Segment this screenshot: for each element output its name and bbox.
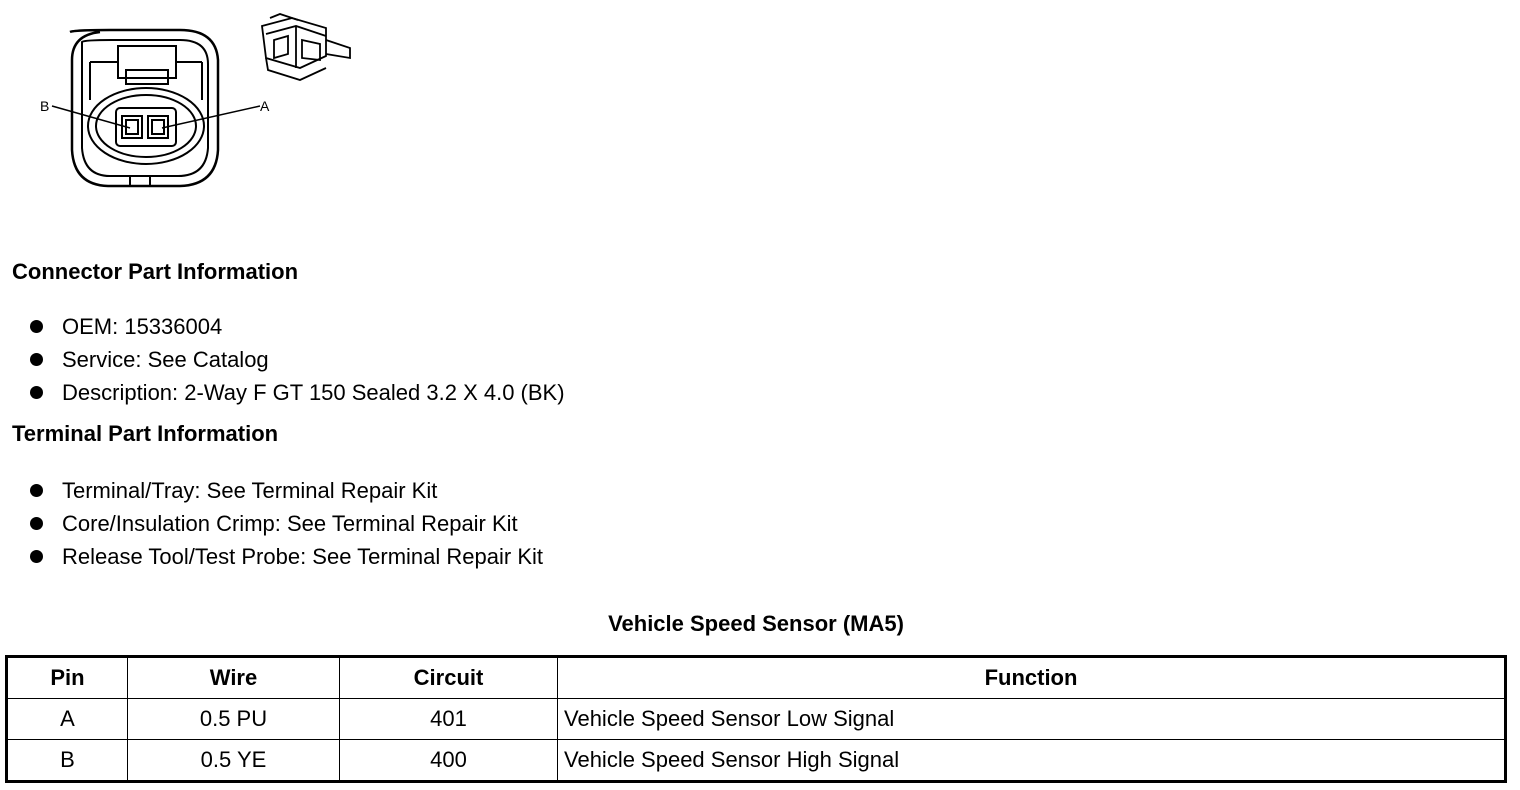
column-header-wire: Wire	[128, 657, 340, 699]
connector-part-heading: Connector Part Information	[12, 259, 299, 284]
bullet-icon	[30, 484, 43, 497]
circuit-cell: 401	[340, 699, 558, 740]
bullet-icon	[30, 517, 43, 530]
column-header-function: Function	[558, 657, 1506, 699]
list-item: Description: 2-Way F GT 150 Sealed 3.2 X 4.0 (BK)	[28, 376, 565, 409]
list-item: Release Tool/Test Probe: See Terminal Repair Kit	[28, 540, 543, 573]
function-cell: Vehicle Speed Sensor Low Signal	[558, 699, 1506, 740]
connector-part-list	[28, 310, 565, 409]
function-cell: Vehicle Speed Sensor High Signal	[558, 740, 1506, 782]
wire-cell: 0.5 PU	[128, 699, 340, 740]
column-header-circuit: Circuit	[340, 657, 558, 699]
table-row	[7, 699, 1506, 740]
bullet-icon	[30, 320, 43, 333]
pin-table	[5, 655, 1507, 783]
circuit-cell: 400	[340, 740, 558, 782]
terminal-part-list	[28, 474, 543, 573]
pin-cell: B	[7, 740, 128, 782]
pin-table-title: Vehicle Speed Sensor (MA5)	[608, 611, 904, 636]
table-header-row	[7, 657, 1506, 699]
pin-b-label: B	[40, 98, 50, 114]
connector-diagram	[30, 10, 370, 200]
table-row	[7, 740, 1506, 782]
terminal-part-heading: Terminal Part Information	[12, 421, 279, 446]
list-item: Service: See Catalog	[28, 343, 565, 376]
list-item: OEM: 15336004	[28, 310, 565, 343]
list-item: Core/Insulation Crimp: See Terminal Repair Kit	[28, 507, 543, 540]
column-header-pin: Pin	[7, 657, 128, 699]
bullet-icon	[30, 550, 43, 563]
pin-a-label: A	[260, 98, 270, 114]
bullet-icon	[30, 353, 43, 366]
bullet-icon	[30, 386, 43, 399]
list-item: Terminal/Tray: See Terminal Repair Kit	[28, 474, 543, 507]
wire-cell: 0.5 YE	[128, 740, 340, 782]
pin-cell: A	[7, 699, 128, 740]
